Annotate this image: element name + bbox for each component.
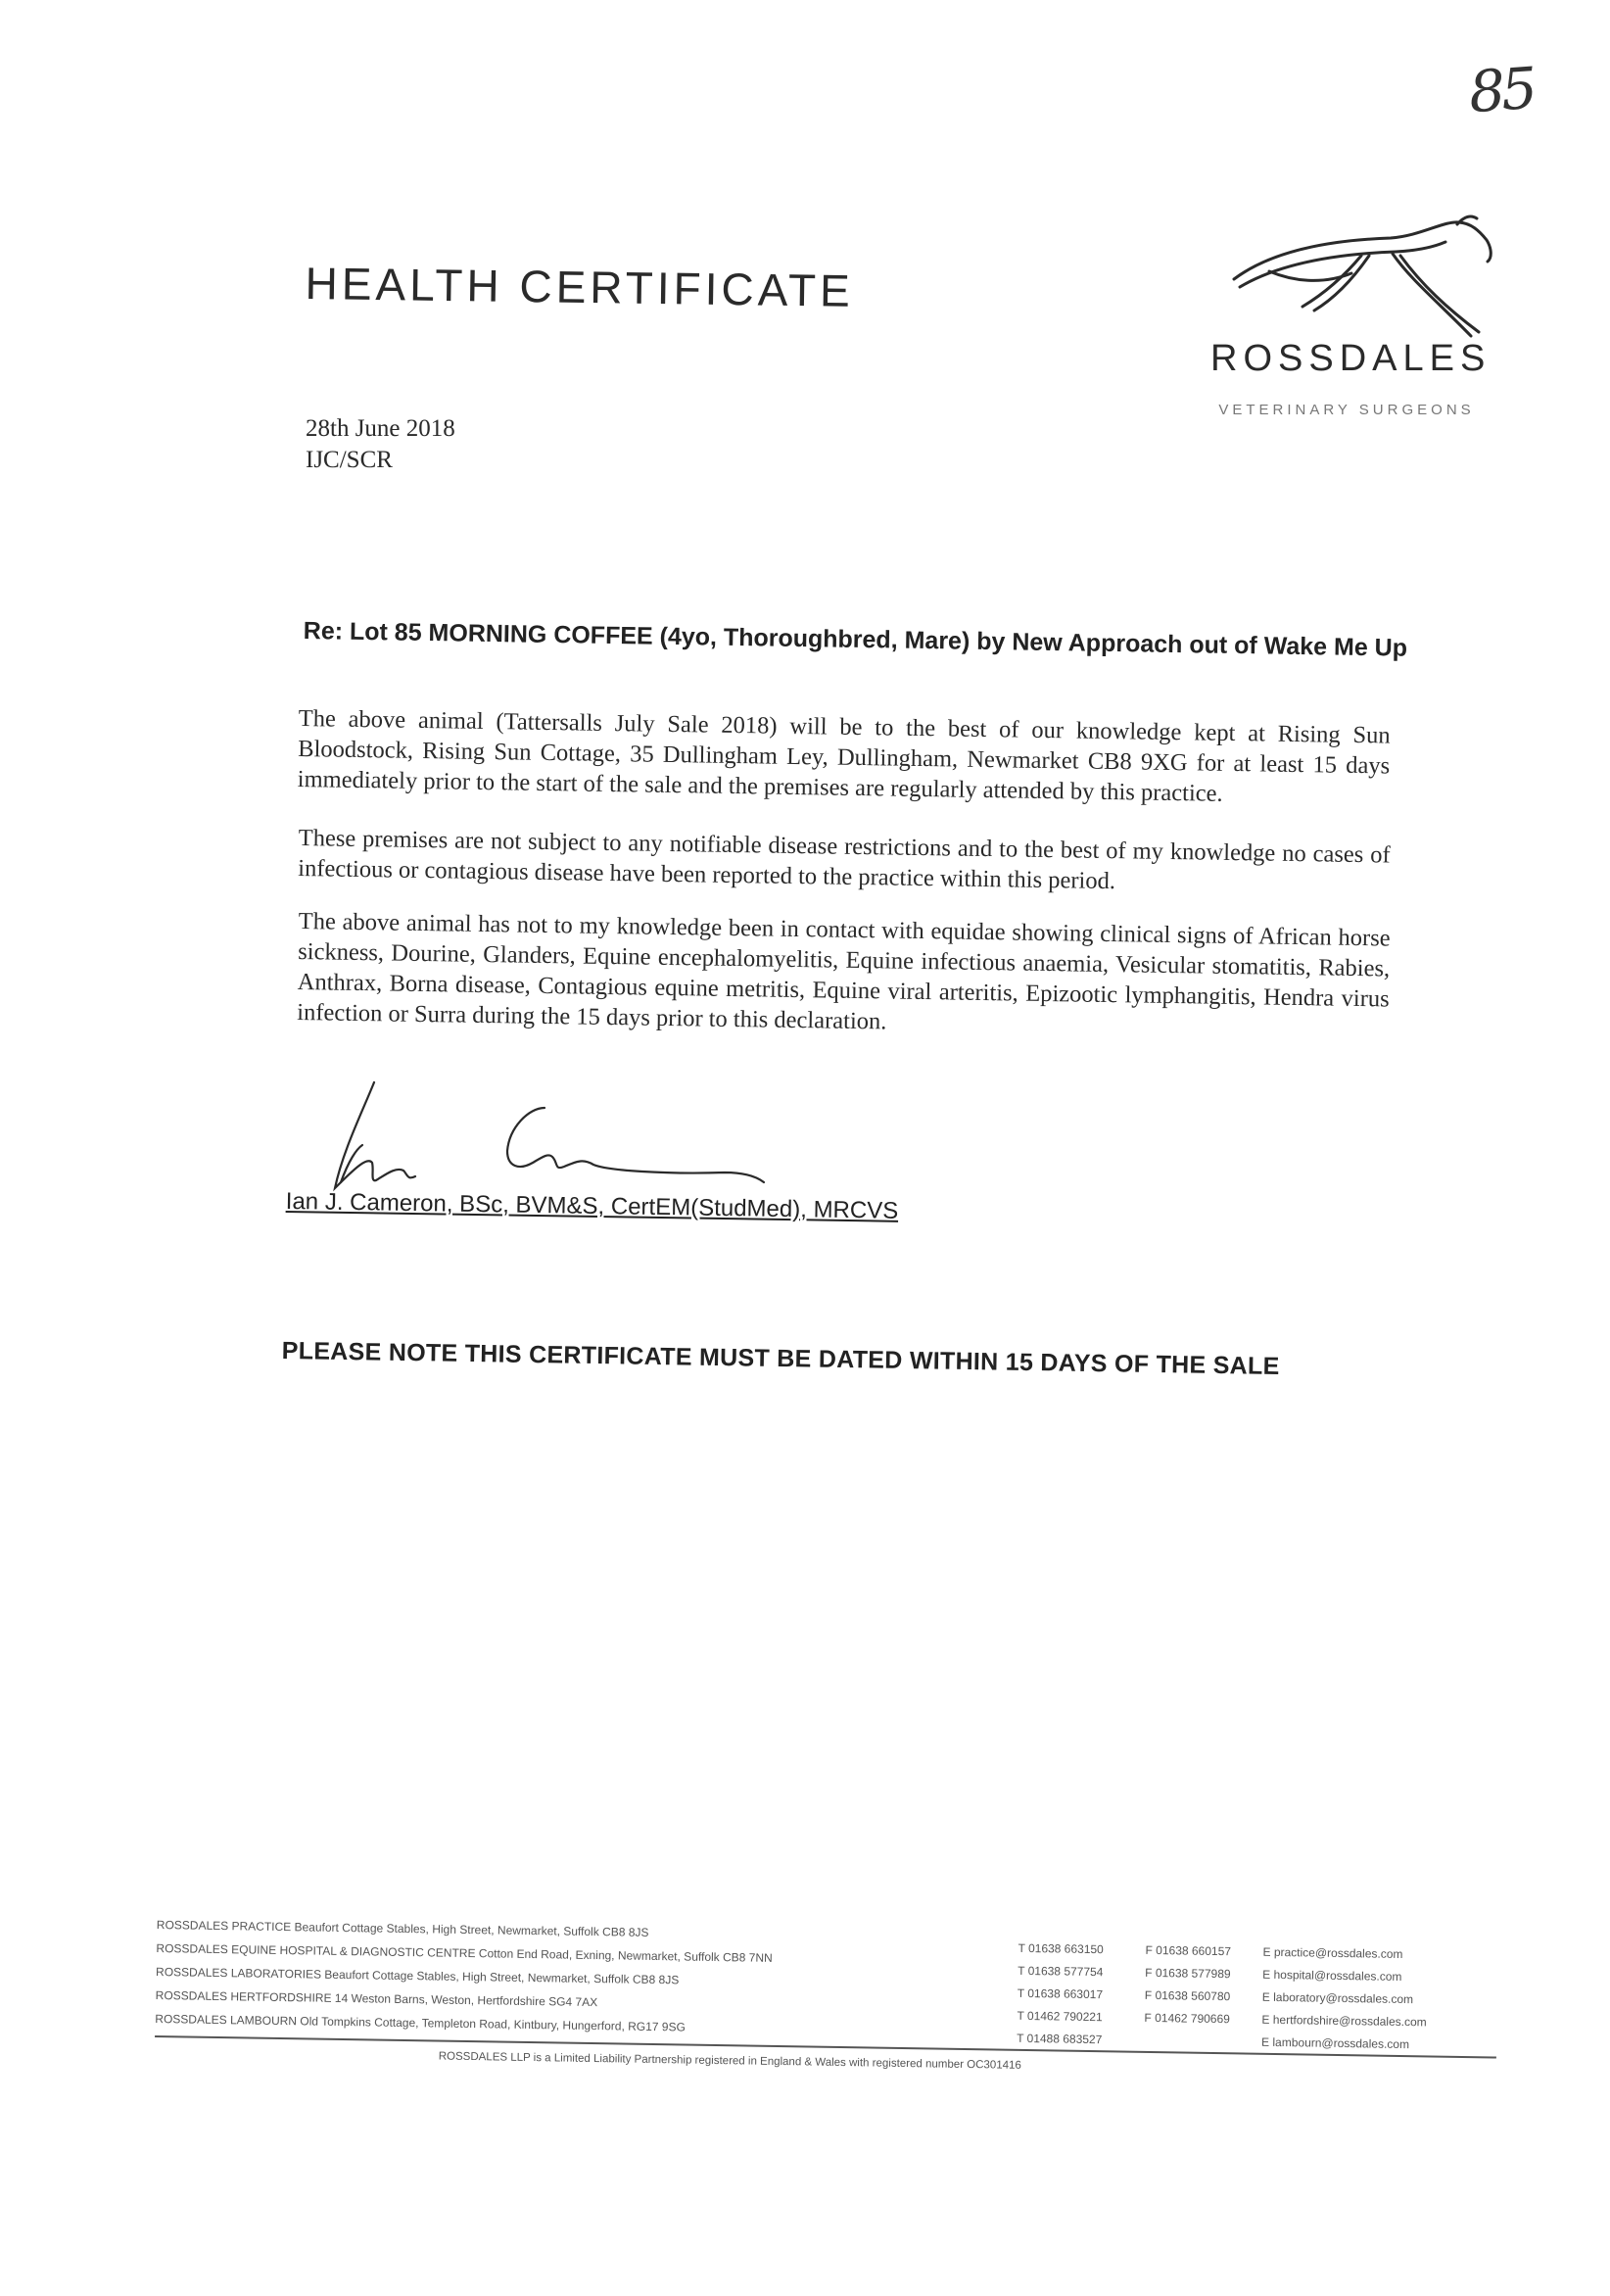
footer-fax: F 01638 660157 [1145, 1942, 1232, 1959]
footer-address: ROSSDALES HERTFORDSHIRE 14 Weston Barns, Weston, Hertfordshire SG4 7AX [155, 1987, 598, 2010]
footer-email: E laboratory@rossdales.com [1261, 1989, 1414, 2007]
footer-address: ROSSDALES LABORATORIES Beaufort Cottage Stables, High Street, Newmarket, Suffolk CB8 8JS [155, 1964, 680, 1987]
footer-fax-column [1144, 1939, 1231, 2031]
footer-phone: T 01638 663150 [1018, 1940, 1104, 1957]
body-paragraph: The above animal (Tattersalls July Sale 2018) will be to the best of our knowledge kept at Rising Sun Bloodstock, Rising Sun Cottage, 35 Dullingham Ley, Dullingham, Newmarket CB8 9XG for at least 15 days immediately prior to the start of the sale and the premises are regularly attended by this practice. [297, 704, 1391, 807]
footer-registration: ROSSDALES LLP is a Limited Liability Partnership registered in England & Wales with registered number OC301416 [438, 2050, 1021, 2072]
footer-phone-column [1017, 1937, 1104, 2051]
footer-email: E lambourn@rossdales.com [1261, 2034, 1410, 2052]
date-block [306, 413, 455, 476]
footer-email-column [1261, 1941, 1428, 2057]
document-reference: IJC/SCR [306, 447, 393, 473]
handwritten-signature [313, 1073, 774, 1200]
logo-wordmark: ROSSDALES [1210, 338, 1492, 379]
footer-phone: T 01462 790221 [1017, 2008, 1103, 2025]
document-date: 28th June 2018 [306, 415, 455, 442]
footer-address: ROSSDALES LAMBOURN Old Tompkins Cottage, Templeton Road, Kintbury, Hungerford, RG17 9SG [155, 2011, 686, 2034]
footer-phone: T 01638 663017 [1017, 1985, 1104, 2002]
letterhead-footer [154, 1916, 1489, 2103]
footer-fax: F 01638 577989 [1145, 1965, 1231, 1982]
footer-fax: F 01462 790669 [1144, 2010, 1231, 2027]
footer-email: E hospital@rossdales.com [1262, 1967, 1402, 1984]
body-paragraph: The above animal has not to my knowledge been in contact with equidae showing clinical signs of African horse sickness, Dourine, Glanders, Equine encephalomyelitis, Equine infectious anaemia, Vesicular stomatitis, Rabies, Anthrax, Borna disease, Contagious equine metritis, Equine viral arteritis, Epizootic lymphangitis, Hendra virus infection or Surra during the 15 days prior to this declaration. [297, 907, 1391, 1035]
subject-line: Re: Lot 85 MORNING COFFEE (4yo, Thoroughbred, Mare) by New Approach out of Wake Me Up [303, 617, 1408, 662]
body-paragraph: These premises are not subject to any notifiable disease restrictions and to the best of my knowledge no cases of infectious or contagious disease have been reported to the practice within this period. [298, 824, 1391, 895]
logo-tagline: VETERINARY SURGEONS [1218, 402, 1475, 418]
footer-fax: F 01638 560780 [1144, 1987, 1231, 2004]
footer-phone: T 01488 683527 [1017, 2031, 1103, 2047]
signatory-name: Ian J. Cameron, BSc, BVM&S, CertEM(StudMed), MRCVS [285, 1188, 899, 1224]
dating-notice: PLEASE NOTE THIS CERTIFICATE MUST BE DATED WITHIN 15 DAYS OF THE SALE [281, 1337, 1280, 1381]
footer-phone: T 01638 577754 [1018, 1963, 1104, 1980]
rossdales-horse-logo-icon [1214, 211, 1508, 348]
document-title: HEALTH CERTIFICATE [305, 257, 855, 316]
footer-address: ROSSDALES PRACTICE Beaufort Cottage Stables, High Street, Newmarket, Suffolk CB8 8JS [156, 1917, 649, 1939]
handwritten-page-number: 85 [1466, 54, 1537, 126]
footer-address: ROSSDALES EQUINE HOSPITAL & DIAGNOSTIC CENTRE Cotton End Road, Exning, Newmarket, Suffolk CB8 7NN [156, 1940, 773, 1965]
footer-email: E practice@rossdales.com [1262, 1944, 1403, 1961]
footer-email: E hertfordshire@rossdales.com [1261, 2012, 1427, 2030]
